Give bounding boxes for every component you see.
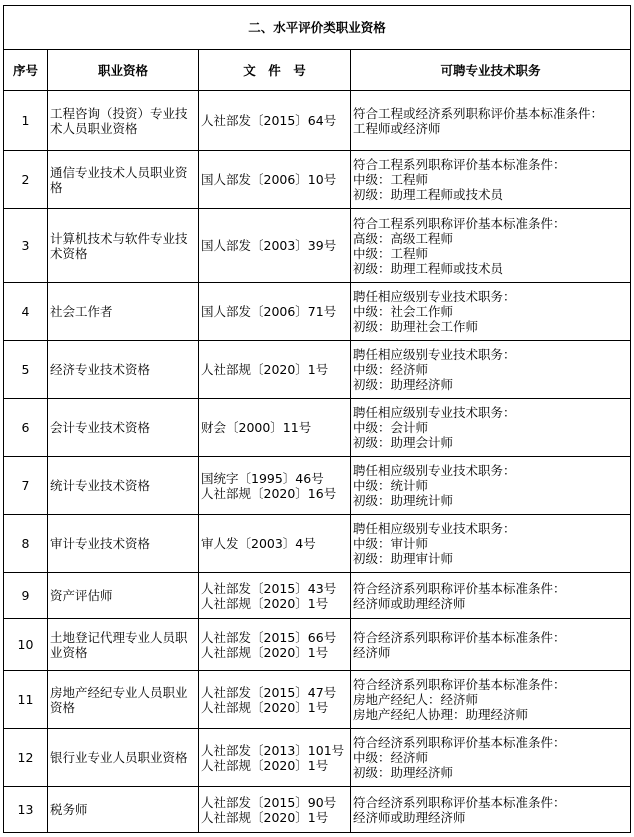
position-line: 符合经济系列职称评价基本标准条件： (353, 677, 566, 692)
position-line: 中级：经济师 (353, 750, 429, 765)
position-line: 聘任相应级别专业技术职务： (353, 405, 516, 420)
position-line: 中级：会计师 (353, 420, 429, 435)
position-line: 经济师或助理经济师 (353, 595, 466, 611)
position-line: 高级：高级工程师 (353, 230, 454, 246)
position-line: 初级：助理工程师或技术员 (353, 187, 504, 202)
document-number: 人社部规〔2020〕1号 (201, 362, 329, 377)
document-cell (199, 399, 351, 457)
position-line: 初级：助理经济师 (353, 765, 454, 780)
table-row (4, 457, 631, 515)
row-index: 11 (4, 671, 48, 729)
position-line: 中级：统计师 (353, 478, 429, 493)
document-number: 人社部发〔2015〕90号 (201, 794, 337, 810)
document-cell (199, 283, 351, 341)
table-row (4, 399, 631, 457)
position-line: 初级：助理会计师 (353, 435, 454, 450)
position-line: 中级：工程师 (353, 245, 429, 261)
positions-cell (351, 787, 631, 833)
position-line: 中级：社会工作师 (353, 304, 454, 319)
row-index: 13 (4, 787, 48, 833)
document-number: 国人部发〔2003〕39号 (201, 238, 337, 253)
document-number: 人社部规〔2020〕1号 (201, 595, 329, 611)
qualification-name: 统计专业技术资格 (50, 478, 151, 493)
document-cell (199, 457, 351, 515)
document-number: 人社部发〔2015〕66号 (201, 629, 337, 645)
header-document: 文 件 号 (199, 50, 351, 91)
position-line: 聘任相应级别专业技术职务： (353, 289, 516, 304)
document-number: 审人发〔2003〕4号 (201, 536, 316, 551)
document-number: 人社部规〔2020〕1号 (201, 699, 329, 715)
row-index: 2 (4, 151, 48, 209)
position-line: 中级：工程师 (353, 172, 429, 187)
positions-cell (351, 151, 631, 209)
document-cell (199, 91, 351, 151)
row-index: 9 (4, 573, 48, 619)
position-line: 符合工程系列职称评价基本标准条件： (353, 215, 566, 231)
qualification-name: 通信专业技术人员职业资格 (50, 164, 188, 195)
header-index: 序号 (4, 50, 48, 91)
position-line: 初级：助理经济师 (353, 377, 454, 392)
qualification-name: 经济专业技术资格 (50, 362, 151, 377)
qualification-name: 银行业专业人员职业资格 (50, 750, 188, 765)
qualification-name: 资产评估师 (50, 588, 113, 603)
position-line: 符合经济系列职称评价基本标准条件： (353, 794, 566, 810)
qualification-cell (48, 283, 199, 341)
position-line: 符合工程系列职称评价基本标准条件： (353, 157, 566, 172)
header-positions: 可聘专业技术职务 (351, 50, 631, 91)
table-row (4, 209, 631, 283)
table-row (4, 619, 631, 671)
position-line: 初级：助理社会工作师 (353, 319, 479, 334)
row-index: 10 (4, 619, 48, 671)
document-cell (199, 573, 351, 619)
document-cell (199, 671, 351, 729)
position-line: 房地产经纪人协理：助理经济师 (353, 707, 529, 722)
qualification-cell (48, 151, 199, 209)
document-number: 人社部规〔2020〕16号 (201, 485, 337, 501)
document-number: 人社部发〔2015〕64号 (201, 113, 337, 128)
table-row (4, 573, 631, 619)
qualification-cell (48, 573, 199, 619)
row-index: 8 (4, 515, 48, 573)
positions-cell (351, 457, 631, 515)
document-number: 人社部发〔2013〕101号 (201, 742, 345, 758)
position-line: 房地产经纪人：经济师 (353, 692, 479, 707)
header-row (4, 50, 631, 91)
row-index: 3 (4, 209, 48, 283)
table-body (4, 91, 631, 833)
document-number: 国统字〔1995〕46号 (201, 470, 324, 486)
table-title: 二、水平评价类职业资格 (4, 6, 631, 50)
position-line: 初级：助理工程师或技术员 (353, 260, 504, 276)
position-line: 中级：审计师 (353, 536, 429, 551)
position-line: 经济师 (353, 644, 391, 660)
qualification-name: 税务师 (50, 802, 88, 817)
qualification-cell (48, 671, 199, 729)
document-number: 人社部发〔2015〕47号 (201, 684, 337, 700)
position-line: 聘任相应级别专业技术职务： (353, 521, 516, 536)
document-cell (199, 787, 351, 833)
qualification-cell (48, 729, 199, 787)
position-line: 符合工程或经济系列职称评价基本标准条件： (353, 105, 604, 121)
document-cell (199, 209, 351, 283)
positions-cell (351, 283, 631, 341)
table-row (4, 151, 631, 209)
qualification-name: 房地产经纪专业人员职业资格 (50, 684, 188, 715)
position-line: 聘任相应级别专业技术职务： (353, 463, 516, 478)
qualification-name: 会计专业技术资格 (50, 420, 151, 435)
qualification-name: 审计专业技术资格 (50, 536, 151, 551)
document-number: 人社部规〔2020〕1号 (201, 809, 329, 825)
document-number: 人社部规〔2020〕1号 (201, 757, 329, 773)
qualification-cell (48, 91, 199, 151)
table-row (4, 787, 631, 833)
document-number: 国人部发〔2006〕10号 (201, 172, 337, 187)
document-number: 人社部规〔2020〕1号 (201, 644, 329, 660)
position-line: 符合经济系列职称评价基本标准条件： (353, 629, 566, 645)
positions-cell (351, 671, 631, 729)
title-row (4, 6, 631, 50)
qualification-cell (48, 209, 199, 283)
qualification-cell (48, 515, 199, 573)
position-line: 符合经济系列职称评价基本标准条件： (353, 580, 566, 596)
qualification-table (3, 5, 631, 833)
position-line: 符合经济系列职称评价基本标准条件： (353, 735, 566, 750)
qualification-name: 社会工作者 (50, 304, 113, 319)
row-index: 12 (4, 729, 48, 787)
positions-cell (351, 399, 631, 457)
table-row (4, 729, 631, 787)
qualification-name: 工程咨询（投资）专业技术人员职业资格 (50, 105, 188, 136)
position-line: 工程师或经济师 (353, 120, 441, 136)
positions-cell (351, 209, 631, 283)
table-row (4, 341, 631, 399)
qualification-cell (48, 341, 199, 399)
qualification-cell (48, 787, 199, 833)
positions-cell (351, 729, 631, 787)
position-line: 初级：助理统计师 (353, 493, 454, 508)
document-number: 财会〔2000〕11号 (201, 420, 312, 435)
document-cell (199, 729, 351, 787)
table-row (4, 671, 631, 729)
qualification-cell (48, 457, 199, 515)
qualification-cell (48, 619, 199, 671)
row-index: 5 (4, 341, 48, 399)
row-index: 4 (4, 283, 48, 341)
table-row (4, 515, 631, 573)
row-index: 7 (4, 457, 48, 515)
position-line: 聘任相应级别专业技术职务： (353, 347, 516, 362)
positions-cell (351, 515, 631, 573)
document-cell (199, 619, 351, 671)
document-number: 国人部发〔2006〕71号 (201, 304, 337, 319)
position-line: 中级：经济师 (353, 362, 429, 377)
qualification-cell (48, 399, 199, 457)
row-index: 6 (4, 399, 48, 457)
table-row (4, 283, 631, 341)
header-qualification: 职业资格 (48, 50, 199, 91)
document-cell (199, 515, 351, 573)
document-cell (199, 151, 351, 209)
qualification-name: 土地登记代理专业人员职业资格 (50, 629, 188, 660)
positions-cell (351, 341, 631, 399)
document-cell (199, 341, 351, 399)
positions-cell (351, 91, 631, 151)
row-index: 1 (4, 91, 48, 151)
qualification-name: 计算机技术与软件专业技术资格 (50, 230, 188, 261)
positions-cell (351, 619, 631, 671)
table-row (4, 91, 631, 151)
positions-cell (351, 573, 631, 619)
document-number: 人社部发〔2015〕43号 (201, 580, 337, 596)
position-line: 初级：助理审计师 (353, 551, 454, 566)
position-line: 经济师或助理经济师 (353, 809, 466, 825)
